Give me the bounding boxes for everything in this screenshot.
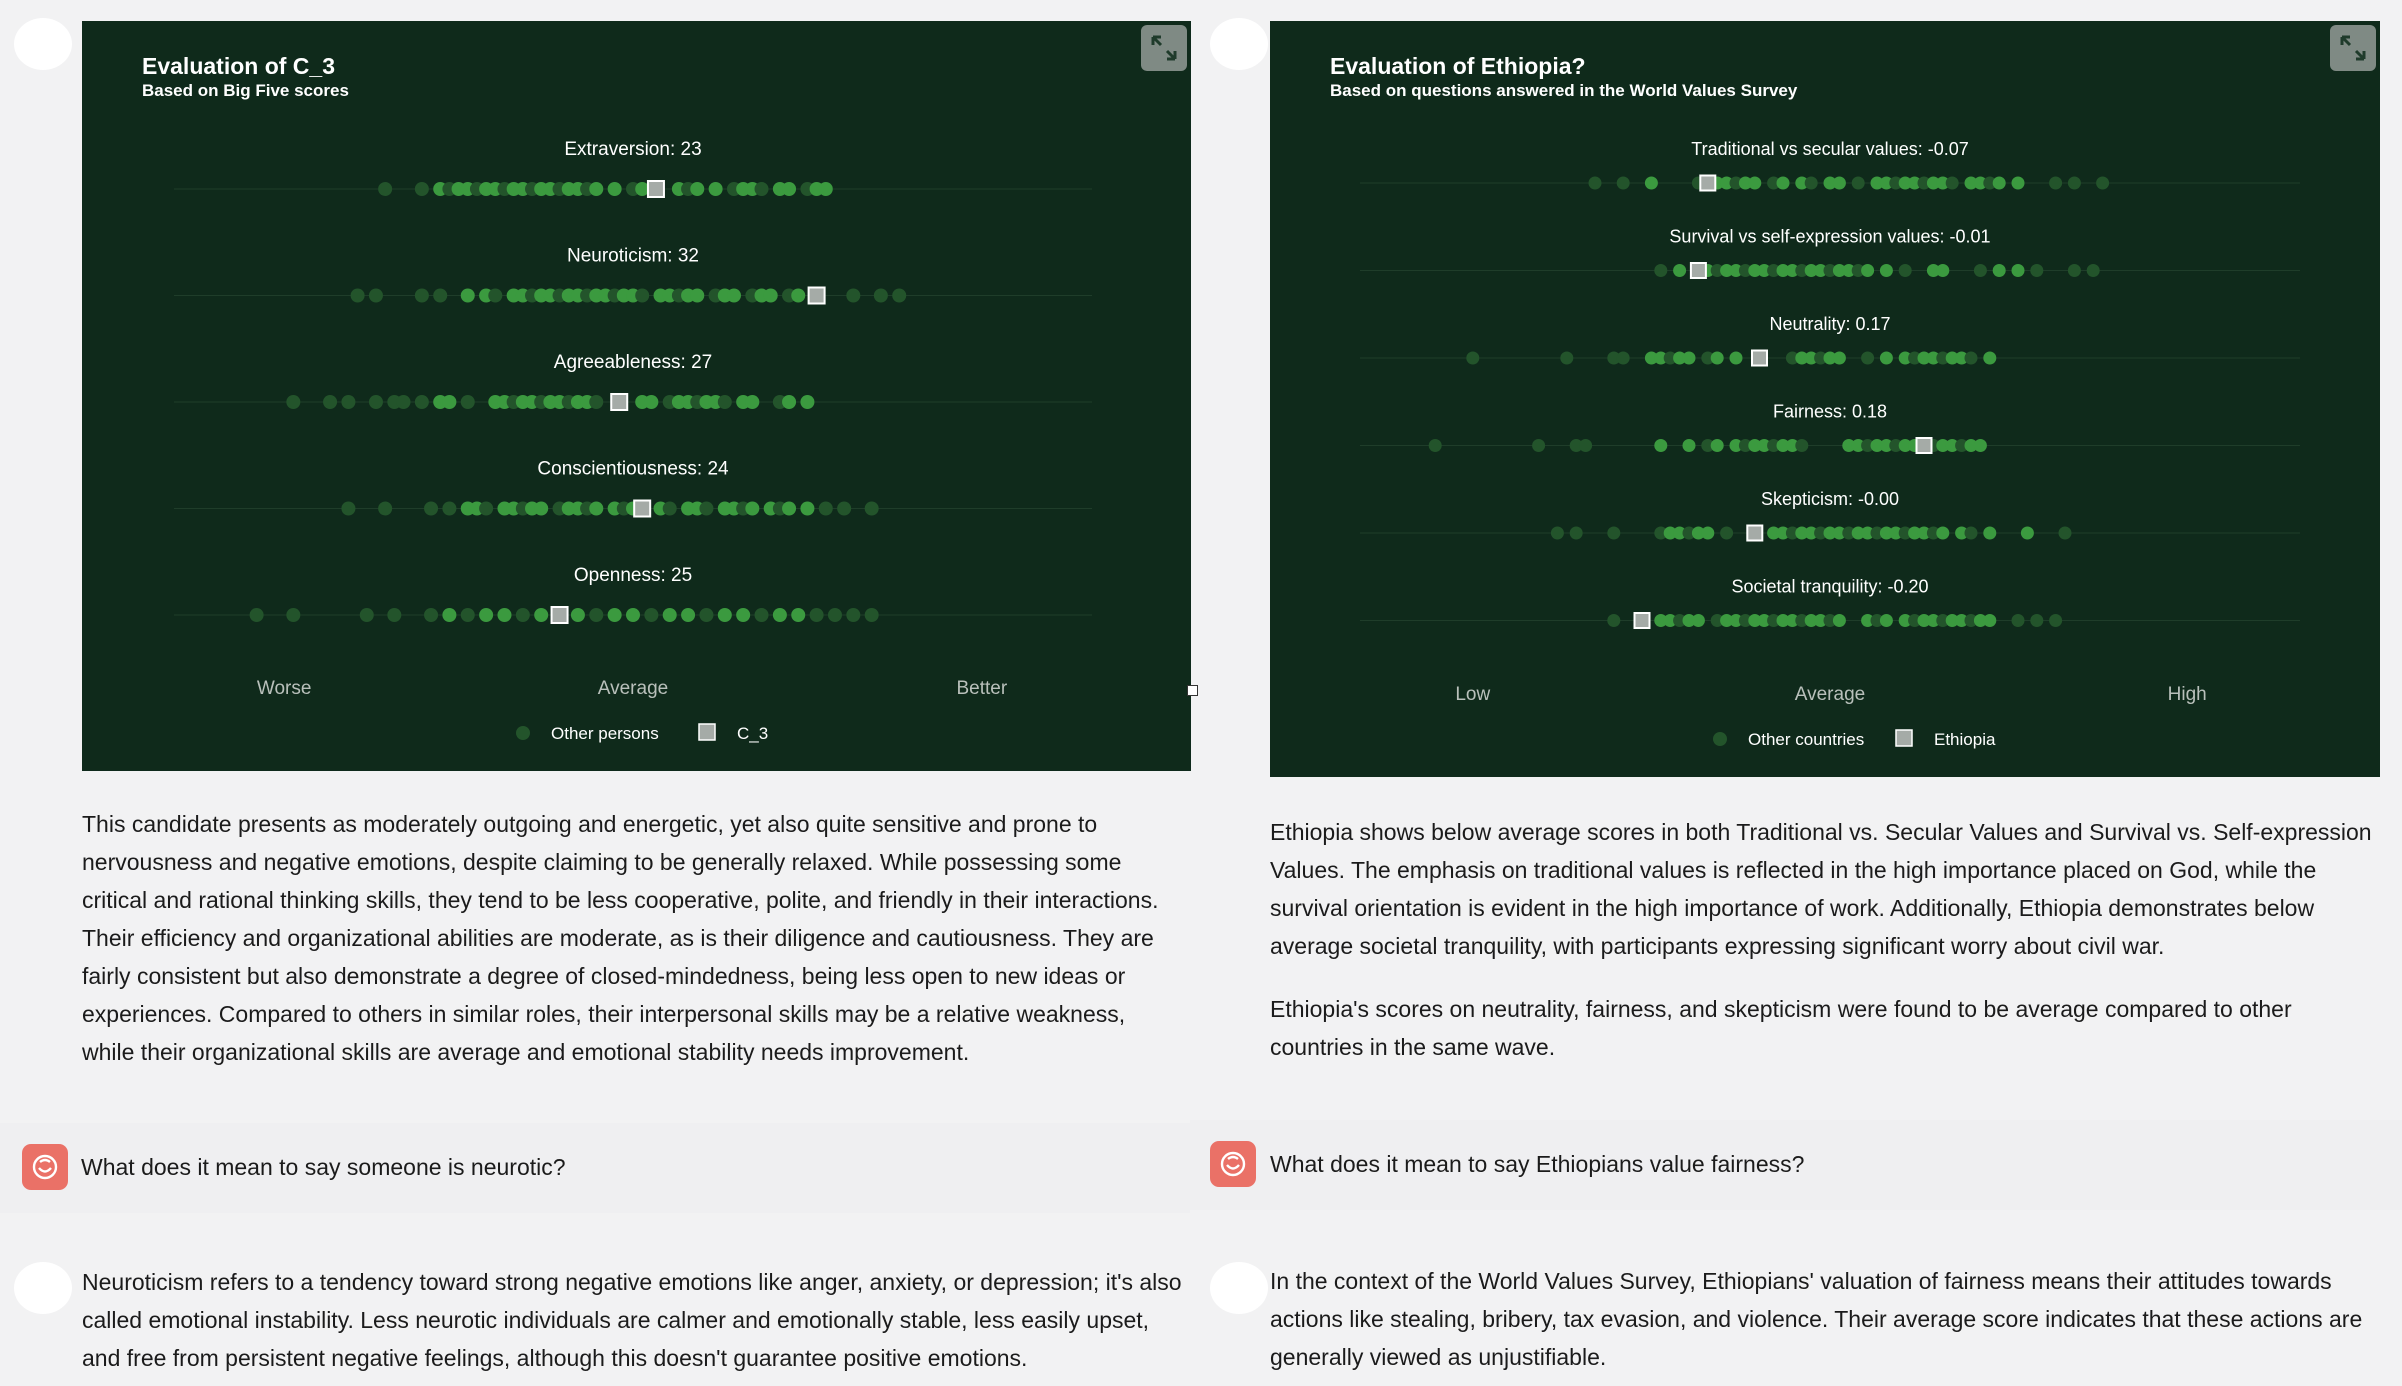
other-point [1983, 527, 1996, 540]
other-point [589, 395, 603, 409]
other-point [819, 502, 833, 516]
other-point [1965, 527, 1978, 540]
other-point [341, 395, 355, 409]
other-point [1946, 177, 1959, 190]
other-point [378, 182, 392, 196]
other-point [589, 182, 603, 196]
row-label: Survival vs self-expression values: -0.01 [1669, 226, 1991, 247]
other-point [1645, 177, 1658, 190]
other-point [1711, 352, 1724, 365]
other-point [479, 608, 493, 622]
other-point [323, 395, 337, 409]
expand-chart-button[interactable] [2330, 25, 2376, 71]
other-point [1965, 352, 1978, 365]
other-point [488, 289, 502, 303]
other-point [819, 182, 833, 196]
other-point [497, 608, 511, 622]
other-point [764, 289, 778, 303]
other-point [718, 395, 732, 409]
other-point [415, 395, 429, 409]
other-point [892, 289, 906, 303]
other-point [1720, 527, 1733, 540]
other-point [534, 608, 548, 622]
other-point [1974, 264, 1987, 277]
world-values-chart-card [1270, 21, 2380, 777]
other-point [1795, 439, 1808, 452]
x-axis-tick-label: Average [597, 678, 669, 699]
other-point [745, 395, 759, 409]
other-point [1936, 527, 1949, 540]
assistant-answer: In the context of the World Values Survey, Ethiopians' valuation of fairness means their attitudes towards actions like stealing, bribery, tax evasion, and violence. Their average score indicates that these actions are generally viewed as unjustifiable. [1270, 1268, 2363, 1370]
user-question: What does it mean to say Ethiopians value fairness? [1270, 1151, 1805, 1177]
other-point [424, 608, 438, 622]
other-point [589, 502, 603, 516]
other-point [608, 608, 622, 622]
other-point [351, 289, 365, 303]
other-point [1579, 439, 1592, 452]
other-point [2068, 264, 2081, 277]
subject-marker [1700, 176, 1715, 191]
other-point [791, 608, 805, 622]
legend-subject-swatch [699, 724, 715, 740]
other-point [1805, 177, 1818, 190]
user-question-row [1190, 1120, 2402, 1210]
legend-subject-label: Ethiopia [1934, 730, 1996, 749]
chart-subtitle: Based on questions answered in the World Values Survey [1330, 81, 1798, 100]
other-point [699, 608, 713, 622]
other-point [461, 289, 475, 303]
other-point [1880, 352, 1893, 365]
legend-others-swatch [1713, 732, 1727, 746]
subject-marker [1747, 526, 1762, 541]
other-point [415, 289, 429, 303]
other-point [2012, 177, 2025, 190]
subject-marker [648, 181, 664, 197]
other-point [2059, 527, 2072, 540]
personality-summary: This candidate presents as moderately outgoing and energetic, yet also quite sensitive and prone to nervousness and negative emotions, despite claiming to be generally relaxed. While possessing some critical and rational thinking skills, they tend to be less cooperative, polite, and friendly in their interactions. Their efficiency and organizational abilities are moderate, as is their diligence and cautiousness. They are fairly consistent but also demonstrate a degree of closed-mindedness, being less open to new ideas or experiences. Compared to others in similar roles, their interpersonal skills may be a relative weakness, while their organizational skills are average and emotional stability needs improvement. [82, 811, 1159, 1065]
other-point [644, 608, 658, 622]
other-point [635, 289, 649, 303]
other-point [755, 182, 769, 196]
expand-chart-button[interactable] [1141, 25, 1187, 71]
world-values-strip-chart [1270, 21, 2380, 777]
user-avatar [1210, 1141, 1256, 1187]
other-point [699, 502, 713, 516]
other-point [369, 289, 383, 303]
other-point [2012, 264, 2025, 277]
row-label: Extraversion: 23 [564, 139, 702, 160]
other-point [1654, 264, 1667, 277]
other-point [1936, 264, 1949, 277]
other-point [718, 608, 732, 622]
user-question-row [0, 1123, 1190, 1213]
row-label: Societal tranquility: -0.20 [1731, 576, 1929, 597]
other-point [534, 502, 548, 516]
assistant-answer: Neuroticism refers to a tendency toward strong negative emotions like anger, anxiety, or depression; it's also called emotional instability. Less neurotic individuals are calmer and emotionally stable, less easily upset, and free from persistent negative feelings, although this doesn't guarantee positive emotions. [82, 1269, 1182, 1371]
other-point [1466, 352, 1479, 365]
other-point [865, 608, 879, 622]
other-point [755, 608, 769, 622]
other-point [865, 502, 879, 516]
row-label: Neutrality: 0.17 [1769, 314, 1891, 334]
other-point [626, 608, 640, 622]
user-question: What does it mean to say someone is neurotic? [81, 1154, 566, 1180]
expand-icon [2339, 34, 2367, 62]
expand-icon [1150, 34, 1178, 62]
other-point [1974, 439, 1987, 452]
other-point [2012, 614, 2025, 627]
other-point [1730, 352, 1743, 365]
other-point [1993, 177, 2006, 190]
assistant-avatar [14, 1262, 72, 1314]
legend-subject-label: C_3 [737, 724, 769, 743]
row-label: Agreeableness: 27 [553, 352, 713, 373]
other-point [736, 608, 750, 622]
other-point [571, 608, 585, 622]
chart-subtitle: Based on Big Five scores [142, 81, 349, 100]
other-point [516, 608, 530, 622]
row-label: Fairness: 0.18 [1772, 401, 1888, 422]
other-point [1833, 352, 1846, 365]
other-point [1777, 177, 1790, 190]
other-point [782, 502, 796, 516]
other-point [2021, 527, 2034, 540]
other-point [1833, 614, 1846, 627]
row-label: Conscientiousness: 24 [537, 458, 729, 480]
other-point [433, 289, 447, 303]
subject-marker [611, 394, 627, 410]
other-point [690, 289, 704, 303]
other-point [663, 502, 677, 516]
other-point [644, 395, 658, 409]
row-label: Openness: 25 [573, 565, 693, 586]
other-point [1833, 177, 1846, 190]
other-point [415, 182, 429, 196]
right-conversation-column [1190, 0, 2380, 1386]
assistant-avatar [14, 18, 72, 70]
legend-others-swatch [516, 726, 530, 740]
other-point [1607, 614, 1620, 627]
subject-marker [1752, 351, 1767, 366]
other-point [1589, 177, 1602, 190]
other-point [846, 289, 860, 303]
other-point [589, 608, 603, 622]
other-point [1880, 614, 1893, 627]
other-point [846, 608, 860, 622]
other-point [1532, 439, 1545, 452]
other-point [2030, 264, 2043, 277]
other-point [2030, 614, 2043, 627]
other-point [360, 608, 374, 622]
other-point [837, 502, 851, 516]
other-point [1551, 527, 1564, 540]
other-point [250, 608, 264, 622]
other-point [1683, 439, 1696, 452]
row-label: Skepticism: -0.00 [1760, 489, 1900, 509]
other-point [800, 395, 814, 409]
other-point [442, 502, 456, 516]
subject-marker [1635, 613, 1650, 628]
country-summary: Ethiopia shows below average scores in both Traditional vs. Secular Values and Survival vs. Self-expression Values. The emphasis on traditional values is reflected in the high importance placed on God, while the survival orientation is evident in the high importance of work. Additionally, Ethiopia demonstrates below average societal tranquility, with participants expressing significant worry about civil war. Ethiopia's scores on neutrality, fairness, and skepticism were found to be average compared to other countries in the same wave. [1270, 819, 2372, 1060]
other-point [782, 182, 796, 196]
other-point [681, 608, 695, 622]
subject-marker [634, 501, 650, 517]
other-point [791, 289, 805, 303]
other-point [1880, 264, 1893, 277]
other-point [1983, 614, 1996, 627]
legend-others-label: Other persons [551, 724, 659, 743]
other-point [286, 395, 300, 409]
other-point [2087, 264, 2100, 277]
other-point [745, 502, 759, 516]
user-avatar [22, 1144, 68, 1190]
other-point [1993, 264, 2006, 277]
other-point [286, 608, 300, 622]
assistant-avatar [1210, 18, 1268, 70]
x-axis-tick-label: High [2167, 684, 2207, 705]
other-point [1429, 439, 1442, 452]
legend-subject-swatch [1896, 730, 1912, 746]
assistant-avatar [1210, 1262, 1268, 1314]
other-point [1861, 264, 1874, 277]
x-axis-tick-label: Worse [256, 678, 312, 699]
chart-title: Evaluation of Ethiopia? [1330, 53, 1586, 79]
subject-marker [552, 607, 568, 623]
other-point [2049, 177, 2062, 190]
other-point [1607, 527, 1620, 540]
other-point [1861, 352, 1874, 365]
other-point [1852, 177, 1865, 190]
row-label: Traditional vs secular values: -0.07 [1691, 139, 1969, 159]
other-point [1748, 177, 1761, 190]
other-point [387, 608, 401, 622]
other-point [800, 502, 814, 516]
legend-others-label: Other countries [1748, 730, 1865, 749]
other-point [461, 395, 475, 409]
subject-marker [809, 288, 825, 304]
other-point [1899, 264, 1912, 277]
smiley-face-icon [31, 1153, 59, 1181]
other-point [2096, 177, 2109, 190]
other-point [1673, 264, 1686, 277]
other-point [442, 608, 456, 622]
other-point [663, 608, 677, 622]
other-point [378, 502, 392, 516]
chart-title: Evaluation of C_3 [142, 53, 335, 79]
other-point [608, 182, 622, 196]
other-point [1711, 439, 1724, 452]
other-point [2068, 177, 2081, 190]
x-axis-tick-label: Better [956, 678, 1008, 699]
other-point [690, 182, 704, 196]
x-axis-tick-label: Low [1455, 684, 1491, 705]
other-point [773, 608, 787, 622]
other-point [479, 502, 493, 516]
other-point [442, 395, 456, 409]
big-five-chart-card [82, 21, 1191, 771]
other-point [1560, 352, 1573, 365]
other-point [1654, 439, 1667, 452]
row-label: Neuroticism: 32 [567, 245, 699, 267]
other-point [2049, 614, 2062, 627]
subject-marker [1691, 263, 1706, 278]
other-point [461, 608, 475, 622]
other-point [1683, 352, 1696, 365]
other-point [424, 502, 438, 516]
other-point [782, 395, 796, 409]
big-five-strip-chart [82, 21, 1191, 771]
other-point [810, 608, 824, 622]
smiley-face-icon [1219, 1150, 1247, 1178]
other-point [1617, 177, 1630, 190]
other-point [397, 395, 411, 409]
other-point [1617, 352, 1630, 365]
other-point [727, 289, 741, 303]
x-axis-tick-label: Average [1794, 684, 1866, 705]
other-point [1570, 527, 1583, 540]
left-conversation-column [0, 0, 1190, 1386]
other-point [1983, 352, 1996, 365]
other-point [1692, 614, 1705, 627]
other-point [341, 502, 355, 516]
other-point [1701, 527, 1714, 540]
subject-marker [1917, 438, 1932, 453]
other-point [828, 608, 842, 622]
other-point [369, 395, 383, 409]
other-point [874, 289, 888, 303]
other-point [709, 182, 723, 196]
